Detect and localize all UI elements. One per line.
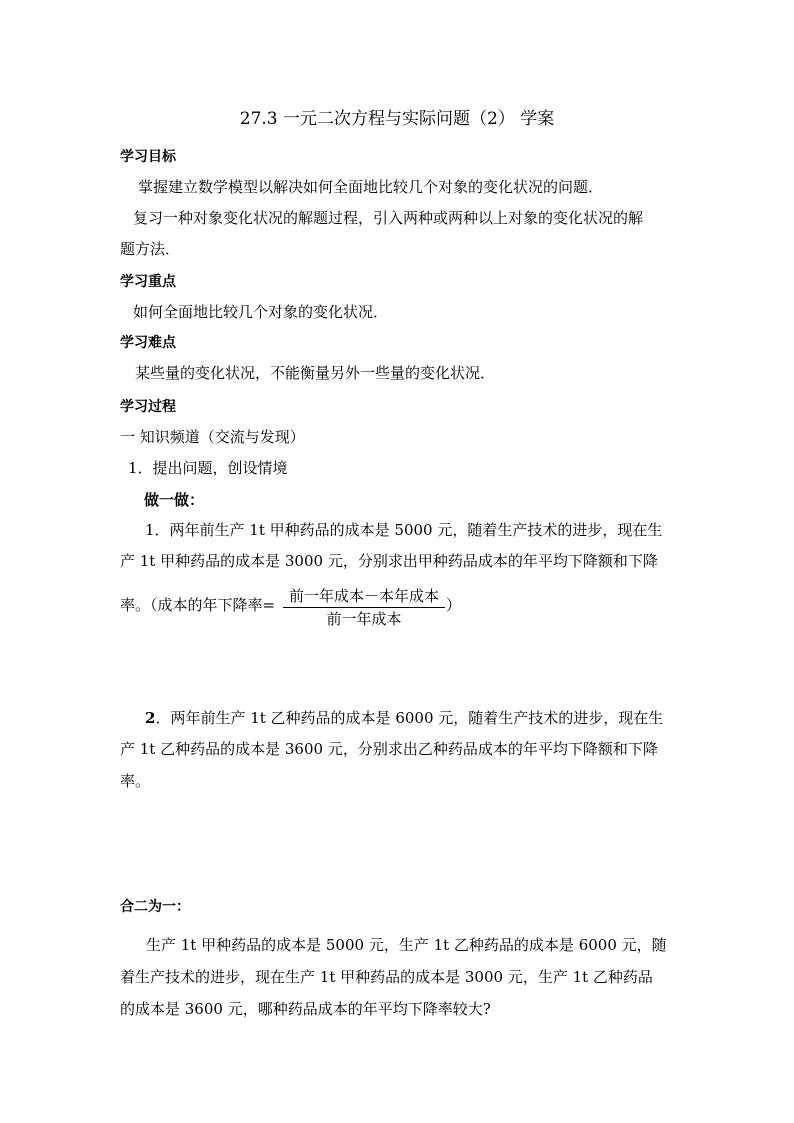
problem-2-number: 2	[145, 709, 156, 727]
key-heading: 学习重点	[120, 274, 176, 290]
try-heading: 做一做：	[144, 491, 205, 509]
combine-line-1: 生产 1t 甲种药品的成本是 5000 元，生产 1t 乙种药品的成本是 6000 元，随	[146, 936, 667, 954]
goal-line-1: 掌握建立数学模型以解决如何全面地比较几个对象的变化状况的问题．	[138, 178, 604, 196]
problem-2-line-1	[145, 707, 663, 728]
problem-1-line-1: 1．两年前生产 1t 甲种药品的成本是 5000 元，随着生产技术的进步，现在生	[145, 521, 663, 539]
combine-line-2: 着生产技术的进步，现在生产 1t 甲种药品的成本是 3000 元，生产 1t 乙种药品	[120, 968, 653, 986]
process-heading: 学习过程	[120, 399, 176, 415]
problem-1-line-3	[120, 594, 275, 615]
goal-line-3: 题方法．	[120, 240, 181, 258]
problem-2-line-1-text: ．两年前生产 1t 乙种药品的成本是 6000 元，随着生产技术的进步，现在生	[155, 709, 664, 727]
rate-formula-fraction	[283, 586, 445, 629]
difficulty-line-1: 某些量的变化状况，不能衡量另外一些量的变化状况．	[135, 364, 496, 382]
page-title: 27.3 一元二次方程与实际问题（2） 学案	[239, 109, 555, 129]
fraction-bar	[283, 607, 445, 608]
combine-heading: 合二为一：	[120, 899, 190, 915]
section-1-heading: 一 知识频道（交流与发现）	[120, 428, 305, 446]
item-1-heading: 1．提出问题，创设情境	[128, 459, 288, 477]
problem-2-line-2: 产 1t 乙种药品的成本是 3600 元，分别求出乙种药品成本的年平均下降额和下降	[120, 740, 658, 758]
difficulty-heading: 学习难点	[120, 335, 176, 351]
problem-2-line-3: 率。	[120, 772, 151, 790]
fraction-denominator: 前一年成本	[326, 610, 402, 628]
key-line-1: 如何全面地比较几个对象的变化状况．	[133, 303, 389, 321]
problem-1-line-2: 产 1t 甲种药品的成本是 3000 元，分别求出甲种药品成本的年平均下降额和下降	[120, 552, 658, 570]
goal-heading: 学习目标	[120, 149, 176, 165]
problem-1-line-3-prefix: 率。（成本的年下降率=	[120, 596, 276, 614]
fraction-numerator: 前一年成本－本年成本	[288, 587, 439, 605]
combine-line-3: 的成本是 3600 元，哪种药品成本的年平均下降率较大?	[120, 1000, 491, 1018]
problem-1-line-3-suffix: ）	[446, 596, 462, 614]
goal-line-2: 复习一种对象变化状况的解题过程，引入两种或两种以上对象的变化状况的解	[133, 209, 644, 227]
